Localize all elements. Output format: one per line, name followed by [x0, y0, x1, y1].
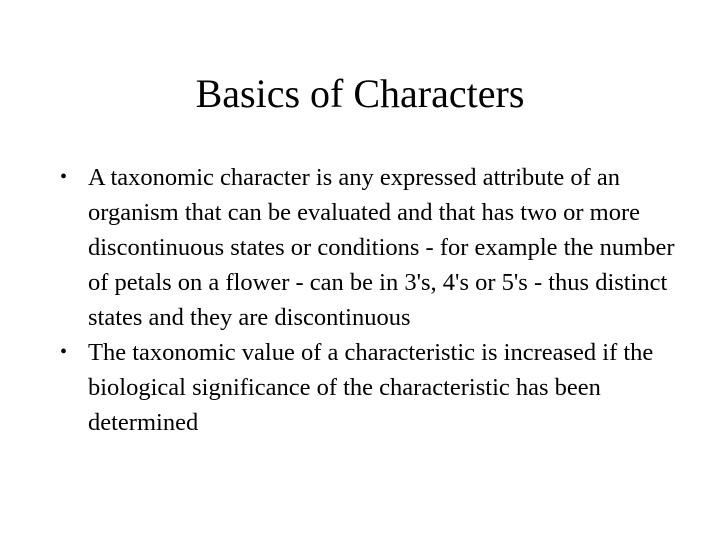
bullet-item-taxonomic-value [56, 335, 676, 440]
bullet-text: The taxonomic value of a characteristic is increased if the biological significance of the characteristic has been determined [88, 339, 654, 436]
slide-title: Basics of Characters [195, 71, 525, 116]
bullet-list [56, 160, 676, 440]
bullet-icon: • [60, 166, 68, 188]
bullet-item-character-definition [56, 160, 676, 335]
bullet-text: A taxonomic character is any expressed attribute of an organism that can be evaluated and that has two or more discontinuous states or conditions - for example the number of petals on a flower - can be in 3's, 4's or 5's - thus distinct states and they are discontinuous [88, 164, 675, 331]
bullet-icon: • [60, 341, 68, 363]
